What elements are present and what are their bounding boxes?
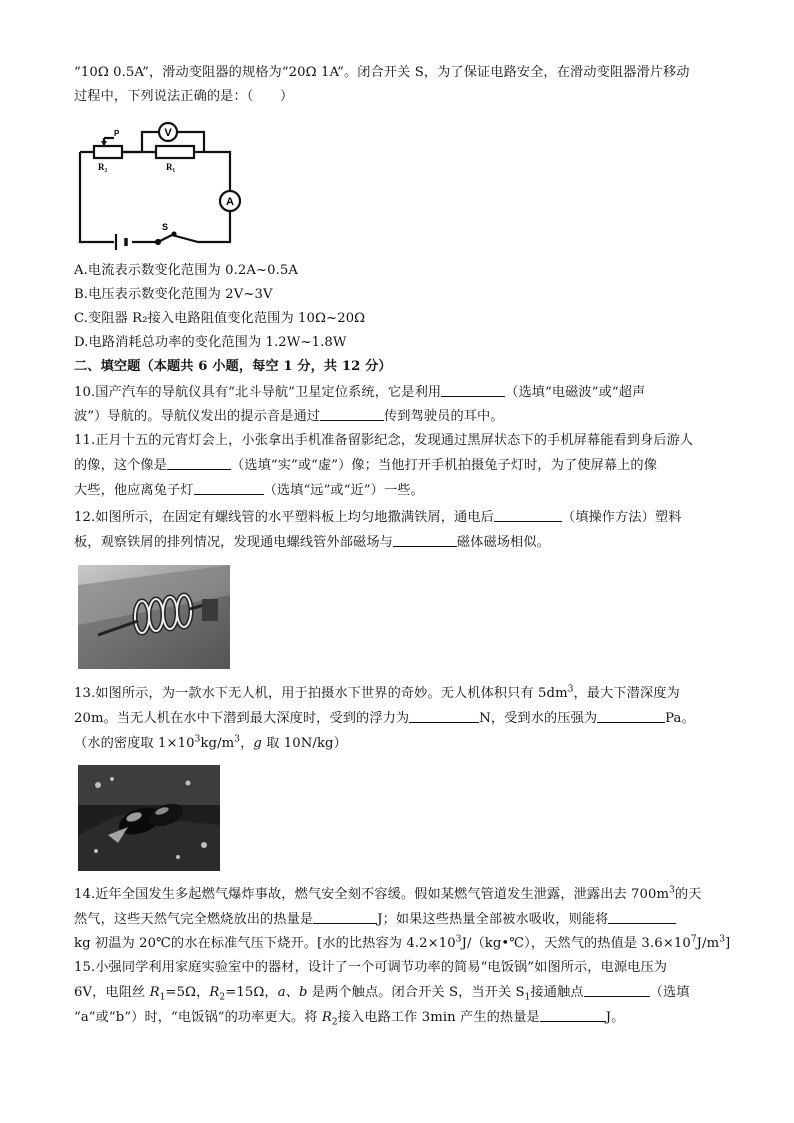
slider-label: P — [114, 129, 120, 138]
q9-option-a: A.电流表示数变化范围为 0.2A~0.5A — [74, 263, 299, 278]
q9-option-b: B.电压表示数变化范围为 2V~3V — [74, 287, 273, 302]
q11-line3: 大些，他应离兔子灯 （选填“远”或“近”）一些。 — [74, 483, 424, 498]
q14-line1: 14.近年全国发生多起燃气爆炸事故，燃气安全刻不容缓。假如某燃气管道发生泄露，泄露出去 $700m^3$的天 — [74, 885, 702, 902]
r1-label: R₁ — [166, 162, 176, 172]
q13-line1: 13.如图所示，为一款水下无人机，用于拍摄水下世界的奇妙。无人机体积只有 $5dm^3$，最大下潜深度为 — [74, 684, 680, 701]
ammeter-label: A — [226, 196, 234, 208]
q9-intro-line2: 过程中，下列说法正确的是：（ ） — [74, 89, 294, 104]
q9-intro-line1: “10Ω 0.5A”，滑动变阻器的规格为“20Ω 1A”。闭合开关 S，为了保证电路安全，在滑动变阻器滑片移动 — [74, 65, 690, 80]
section-heading: 二、填空题（本题共 6 小题，每空 1 分，共 12 分） — [74, 359, 392, 374]
answer-blank[interactable] — [608, 910, 676, 924]
answer-blank[interactable] — [409, 709, 479, 723]
r2-label: R₂ — [98, 162, 108, 172]
answer-blank[interactable] — [540, 1008, 606, 1022]
q14-line3: kg 初温为 20℃的水在标准气压下烧开。[水的比热容为 $4.2\times 10^3J/(kg•℃)$，天然气的热值是 $3.6\times 10^7J/m^3$] — [74, 934, 731, 951]
solenoid-photo — [78, 565, 230, 669]
answer-blank[interactable] — [167, 456, 231, 470]
q13-line3: （水的密度取 $1\times 10^3kg/m^3$，g 取 10N/kg） — [74, 734, 347, 751]
answer-blank[interactable] — [393, 533, 457, 547]
answer-blank[interactable] — [441, 383, 505, 397]
q15-line3: “a”或“b”）时，“电饭锅”的功率更大。将 $R_2$接入电路工作 3min 产生的热量是 J。 — [74, 1010, 625, 1028]
q11-line1: 11.正月十五的元宵灯会上，小张拿出手机准备留影纪念，发现通过黑屏状态下的手机屏幕能看到身后游人 — [74, 433, 694, 448]
circuit-diagram — [74, 122, 244, 252]
answer-blank[interactable] — [313, 910, 377, 924]
q10-line2: 波”）导航的。导航仪发出的提示音是通过 传到驾驶员的耳中。 — [74, 409, 504, 424]
q15-line2: 6V，电阻丝 $R_1=5\Omega$，$R_2=15\Omega$，a、b 是两个触点。闭合开关 S，当开关 $S_1$接通触点 （选填 — [74, 985, 690, 1003]
q12-line1: 12.如图所示，在固定有螺线管的水平塑料板上均匀地撒满铁屑，通电后 （填操作方法）塑料 — [74, 510, 682, 525]
q12-line2: 板，观察铁屑的排列情况，发现通电螺线管外部磁场与 磁体磁场相似。 — [74, 535, 550, 550]
answer-blank[interactable] — [320, 407, 384, 421]
q10-line1: 10.国产汽车的导航仪具有“北斗导航”卫星定位系统，它是利用 （选填“电磁波”或“超声 — [74, 385, 646, 400]
switch-label: S — [162, 222, 169, 232]
q9-option-d: D.电路消耗总功率的变化范围为 1.2W~1.8W — [74, 335, 347, 350]
q14-line2: 然气，这些天然气完全燃烧放出的热量是 J；如果这些热量全部被水吸收，则能将 — [74, 909, 724, 931]
answer-blank[interactable] — [194, 481, 264, 495]
answer-blank[interactable] — [584, 983, 650, 997]
q15-line1: 15.小强同学利用家庭实验室中的器材，设计了一个可调节功率的简易“电饭锅”如图所示，电源电压为 — [74, 960, 668, 975]
underwater-drone-photo — [78, 765, 220, 871]
answer-blank[interactable] — [494, 508, 562, 522]
q9-option-c: C.变阻器 R₂接入电路阻值变化范围为 10Ω~20Ω — [74, 311, 366, 326]
q13-line2: 20m。当无人机在水中下潜到最大深度时，受到的浮力为 N，受到水的压强为 Pa。 — [74, 711, 695, 726]
voltmeter-label: V — [164, 127, 172, 139]
q11-line2: 的像，这个像是 （选填“实”或“虚”）像；当他打开手机拍摄兔子灯时，为了使屏幕上的像 — [74, 458, 658, 473]
answer-blank[interactable] — [597, 709, 665, 723]
